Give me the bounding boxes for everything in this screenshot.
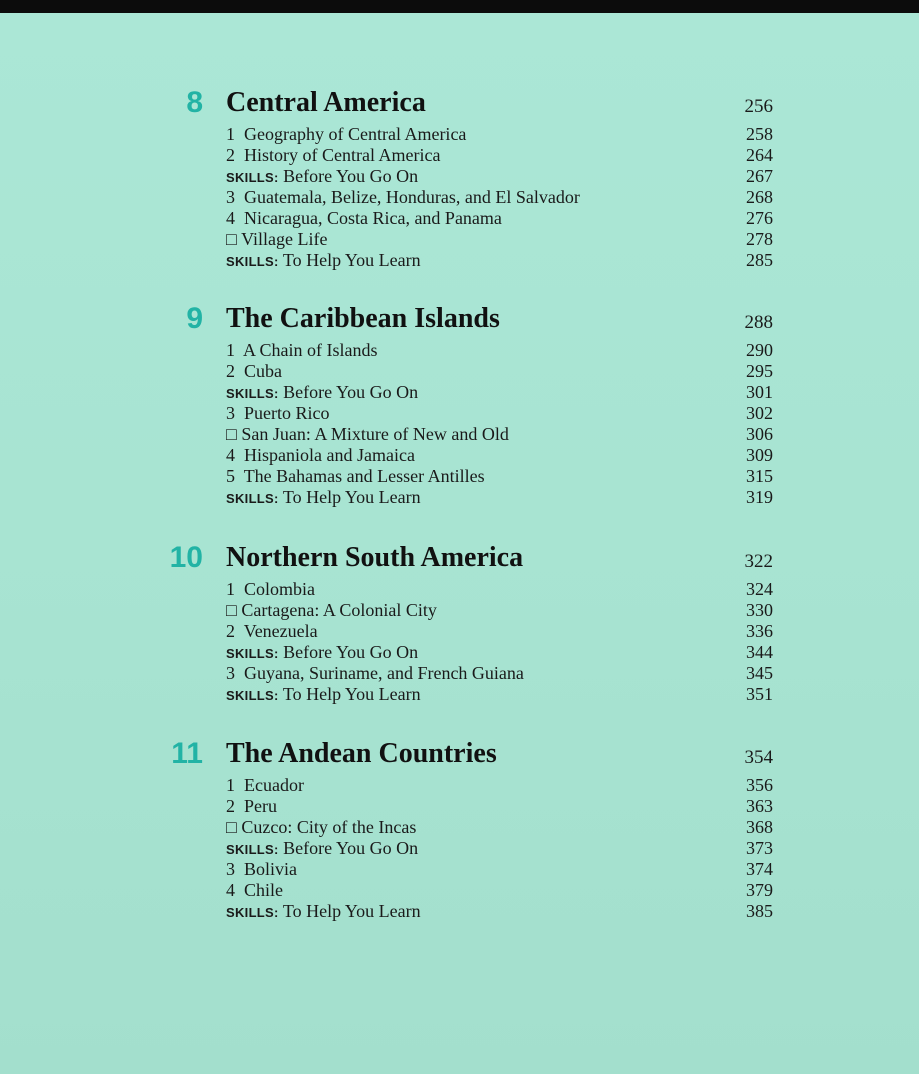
lesson-number: 4	[226, 208, 235, 228]
entry-title: Before You Go On	[283, 838, 419, 858]
entry-title: To Help You Learn	[282, 487, 421, 507]
chapter-title: The Andean Countries	[226, 738, 497, 769]
toc-entry	[0, 663, 919, 684]
toc-entry	[0, 901, 919, 922]
entry-title: The Bahamas and Lesser Antilles	[243, 466, 485, 486]
entry-page-number: 336	[746, 621, 773, 641]
toc-entry	[0, 145, 919, 166]
skills-label: SKILLS:	[226, 254, 279, 269]
entry-page-number: 319	[746, 487, 773, 507]
chapter-heading	[0, 541, 919, 579]
entry-title: Geography of Central America	[244, 124, 467, 144]
entry-page-number: 351	[746, 684, 773, 704]
chapter-page-number: 322	[744, 551, 773, 572]
entry-title: Village Life	[241, 229, 328, 249]
scan-border	[0, 0, 919, 13]
entry-page-number: 268	[746, 187, 773, 207]
entry-page-number: 356	[746, 775, 773, 795]
toc-entry	[0, 424, 919, 445]
toc-entry	[0, 642, 919, 663]
toc-entry	[0, 340, 919, 361]
entry-page-number: 379	[746, 880, 773, 900]
chapter-number: 8	[186, 86, 203, 119]
entry-title: Cartagena: A Colonial City	[241, 600, 437, 620]
lesson-number: 1	[226, 340, 235, 360]
chapter-title: Northern South America	[226, 542, 524, 573]
lesson-number: 4	[226, 445, 235, 465]
entry-page-number: 285	[746, 250, 773, 270]
entry-title: Nicaragua, Costa Rica, and Panama	[244, 208, 502, 228]
entry-title: To Help You Learn	[282, 250, 421, 270]
entry-title: Hispaniola and Jamaica	[244, 445, 415, 465]
toc-entry	[0, 166, 919, 187]
lesson-number: 1	[226, 124, 235, 144]
chapter-number: 9	[186, 302, 203, 335]
toc-entry	[0, 187, 919, 208]
entry-title: Before You Go On	[283, 642, 419, 662]
chapter-heading	[0, 86, 919, 124]
feature-box-icon: □	[226, 229, 237, 249]
entry-page-number: 345	[746, 663, 773, 683]
entry-title: Colombia	[244, 579, 315, 599]
entry-title: Ecuador	[244, 775, 304, 795]
lesson-number: 2	[226, 361, 235, 381]
entry-title: Guyana, Suriname, and French Guiana	[244, 663, 524, 683]
entry-title: History of Central America	[244, 145, 441, 165]
lesson-number: 1	[226, 775, 235, 795]
entry-title: Bolivia	[244, 859, 297, 879]
entry-page-number: 258	[746, 124, 773, 144]
entry-page-number: 264	[746, 145, 773, 165]
entry-title: To Help You Learn	[282, 901, 421, 921]
feature-box-icon: □	[226, 424, 237, 444]
skills-label: SKILLS:	[226, 646, 279, 661]
chapter-section	[0, 86, 919, 271]
toc-entry	[0, 621, 919, 642]
entry-title: San Juan: A Mixture of New and Old	[241, 424, 509, 444]
lesson-number: 3	[226, 187, 235, 207]
entry-title: A Chain of Islands	[243, 340, 378, 360]
entry-page-number: 276	[746, 208, 773, 228]
entry-page-number: 344	[746, 642, 773, 662]
chapter-page-number: 354	[744, 747, 773, 768]
chapter-page-number: 256	[744, 96, 773, 117]
entry-page-number: 385	[746, 901, 773, 921]
entry-page-number: 374	[746, 859, 773, 879]
toc-entry	[0, 796, 919, 817]
chapter-title: Central America	[226, 87, 426, 118]
lesson-number: 2	[226, 145, 235, 165]
chapter-section	[0, 541, 919, 705]
chapter-number: 10	[169, 541, 203, 574]
lesson-number: 2	[226, 621, 235, 641]
toc-entry	[0, 445, 919, 466]
entry-page-number: 267	[746, 166, 773, 186]
entry-page-number: 315	[746, 466, 773, 486]
entry-title: Puerto Rico	[244, 403, 330, 423]
skills-label: SKILLS:	[226, 688, 279, 703]
entry-page-number: 373	[746, 838, 773, 858]
chapter-section	[0, 302, 919, 508]
toc-entry	[0, 817, 919, 838]
skills-label: SKILLS:	[226, 170, 279, 185]
toc-entry	[0, 859, 919, 880]
toc-entry	[0, 600, 919, 621]
toc-entry	[0, 124, 919, 145]
skills-label: SKILLS:	[226, 842, 279, 857]
entry-page-number: 368	[746, 817, 773, 837]
toc-entry	[0, 403, 919, 424]
toc-entry	[0, 880, 919, 901]
toc-entry	[0, 382, 919, 403]
toc-entry	[0, 838, 919, 859]
chapter-section	[0, 737, 919, 922]
toc-entry	[0, 250, 919, 271]
entry-title: Guatemala, Belize, Honduras, and El Salvador	[244, 187, 580, 207]
toc-entry	[0, 208, 919, 229]
toc-entry	[0, 487, 919, 508]
toc-entry	[0, 579, 919, 600]
entry-title: Cuba	[244, 361, 282, 381]
lesson-number: 1	[226, 579, 235, 599]
toc-entry	[0, 229, 919, 250]
chapter-heading	[0, 737, 919, 775]
entry-page-number: 309	[746, 445, 773, 465]
entry-page-number: 330	[746, 600, 773, 620]
entry-title: Peru	[244, 796, 277, 816]
entry-title: Chile	[244, 880, 283, 900]
chapter-heading	[0, 302, 919, 340]
entry-page-number: 290	[746, 340, 773, 360]
entry-title: Before You Go On	[283, 382, 419, 402]
entry-title: To Help You Learn	[282, 684, 421, 704]
entry-page-number: 306	[746, 424, 773, 444]
entry-page-number: 301	[746, 382, 773, 402]
lesson-number: 4	[226, 880, 235, 900]
skills-label: SKILLS:	[226, 905, 279, 920]
lesson-number: 2	[226, 796, 235, 816]
skills-label: SKILLS:	[226, 491, 279, 506]
lesson-number: 3	[226, 403, 235, 423]
chapter-title: The Caribbean Islands	[226, 303, 500, 334]
entry-page-number: 278	[746, 229, 773, 249]
chapter-page-number: 288	[744, 312, 773, 333]
lesson-number: 3	[226, 663, 235, 683]
skills-label: SKILLS:	[226, 386, 279, 401]
entry-page-number: 363	[746, 796, 773, 816]
lesson-number: 5	[226, 466, 235, 486]
chapter-number: 11	[171, 737, 203, 770]
lesson-number: 3	[226, 859, 235, 879]
feature-box-icon: □	[226, 817, 237, 837]
toc-entry	[0, 361, 919, 382]
entry-title: Before You Go On	[283, 166, 419, 186]
toc-entry	[0, 466, 919, 487]
toc-entry	[0, 775, 919, 796]
entry-page-number: 295	[746, 361, 773, 381]
entry-title: Cuzco: City of the Incas	[241, 817, 417, 837]
entry-page-number: 324	[746, 579, 773, 599]
entry-page-number: 302	[746, 403, 773, 423]
feature-box-icon: □	[226, 600, 237, 620]
entry-title: Venezuela	[243, 621, 318, 641]
toc-entry	[0, 684, 919, 705]
